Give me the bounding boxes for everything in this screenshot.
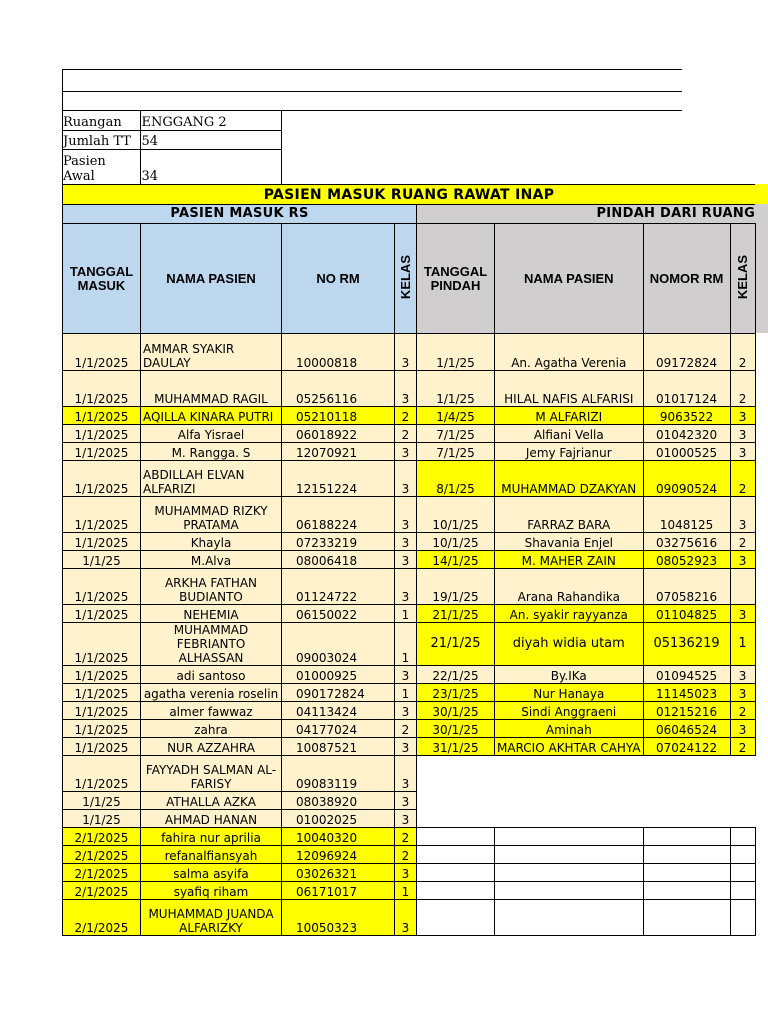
cell-nama-pasien: MUHAMMAD RIZKY PRATAMA	[141, 497, 282, 533]
cell-nomor-rm: 01094525	[643, 666, 730, 684]
cell-tanggal-masuk: 1/1/2025	[63, 334, 141, 371]
cell-nomor-rm: 09090524	[643, 461, 730, 497]
table-row	[63, 551, 756, 569]
cell-nama-pasien: MUHAMMAD RAGIL	[141, 371, 282, 407]
patient-admission-table	[62, 184, 756, 936]
cell-kelas-pindah: 3	[730, 497, 755, 533]
cell-no-rm: 01124722	[282, 569, 395, 605]
cell-nama-pasien: Alfa Yisrael	[141, 425, 282, 443]
cell-no-rm: 10040320	[282, 828, 395, 846]
cell-kelas-pindah: 2	[730, 334, 755, 371]
cell-tanggal-masuk: 1/1/25	[63, 792, 141, 810]
empty-cell	[643, 828, 730, 846]
table-row	[63, 407, 756, 425]
empty-cell	[495, 828, 644, 846]
cell-kelas: 3	[395, 497, 417, 533]
cell-nomor-rm: 05136219	[643, 623, 730, 666]
header-kelas: KELAS	[397, 254, 413, 300]
cell-nomor-rm: 01000525	[643, 443, 730, 461]
table-row	[63, 533, 756, 551]
cell-nama-pasien-pindah: MARCIO AKHTAR CAHYA	[495, 738, 644, 756]
cell-nomor-rm: 07058216	[643, 569, 730, 605]
cell-nama-pasien: FAYYADH SALMAN AL-FARISY	[141, 756, 282, 792]
cell-kelas-pindah: 3	[730, 443, 755, 461]
cell-tanggal-pindah: 22/1/25	[417, 666, 495, 684]
cell-tanggal-masuk: 2/1/2025	[63, 828, 141, 846]
cell-no-rm: 01002025	[282, 810, 395, 828]
cell-nama-pasien: AMMAR SYAKIR DAULAY	[141, 334, 282, 371]
table-title: PASIEN MASUK RUANG RAWAT INAP	[63, 185, 756, 205]
cell-tanggal-masuk: 1/1/2025	[63, 497, 141, 533]
cell-nama-pasien: M.Alva	[141, 551, 282, 569]
cell-no-rm: 12151224	[282, 461, 395, 497]
cell-no-rm: 07233219	[282, 533, 395, 551]
cell-nomor-rm: 07024122	[643, 738, 730, 756]
table-row	[63, 756, 756, 792]
table-row	[63, 720, 756, 738]
cell-tanggal-pindah: 1/1/25	[417, 371, 495, 407]
cell-kelas: 1	[395, 623, 417, 666]
cell-tanggal-pindah: 10/1/25	[417, 533, 495, 551]
cell-tanggal-pindah: 14/1/25	[417, 551, 495, 569]
cell-tanggal-masuk: 2/1/2025	[63, 864, 141, 882]
cell-tanggal-masuk: 1/1/2025	[63, 623, 141, 666]
cell-no-rm: 08006418	[282, 551, 395, 569]
table-row	[63, 882, 756, 900]
cell-nama-pasien-pindah: Sindi Anggraeni	[495, 702, 644, 720]
cell-tanggal-masuk: 1/1/2025	[63, 443, 141, 461]
cell-kelas-pindah: 3	[730, 666, 755, 684]
cell-kelas: 3	[395, 443, 417, 461]
empty-cell	[643, 900, 730, 936]
empty-cell	[643, 864, 730, 882]
section-pindah-dari-ruang: PINDAH DARI RUANG	[417, 205, 756, 224]
cell-nama-pasien: ARKHA FATHAN BUDIANTO	[141, 569, 282, 605]
table-row	[63, 900, 756, 936]
cell-nama-pasien: salma asyifa	[141, 864, 282, 882]
empty-cell	[417, 900, 495, 936]
cell-tanggal-masuk: 1/1/2025	[63, 425, 141, 443]
cell-nama-pasien-pindah: Alfiani Vella	[495, 425, 644, 443]
cell-kelas: 3	[395, 810, 417, 828]
table-row	[63, 569, 756, 605]
cell-no-rm: 04177024	[282, 720, 395, 738]
cell-no-rm: 090172824	[282, 684, 395, 702]
room-info-table	[62, 111, 282, 184]
cell-nomor-rm: 09172824	[643, 334, 730, 371]
cell-nama-pasien: refanalfiansyah	[141, 846, 282, 864]
cell-nama-pasien: agatha verenia roselin	[141, 684, 282, 702]
cell-kelas-pindah	[730, 569, 755, 605]
cell-nama-pasien-pindah: Aminah	[495, 720, 644, 738]
cell-nomor-rm: 06046524	[643, 720, 730, 738]
cell-nama-pasien-pindah: Arana Rahandika	[495, 569, 644, 605]
cell-nama-pasien-pindah: An. syakir rayyanza	[495, 605, 644, 623]
empty-cell	[495, 900, 644, 936]
cell-kelas: 2	[395, 846, 417, 864]
empty-cell	[495, 882, 644, 900]
cell-no-rm: 05256116	[282, 371, 395, 407]
cell-tanggal-masuk: 1/1/2025	[63, 702, 141, 720]
cell-kelas: 3	[395, 371, 417, 407]
cell-nomor-rm: 9063522	[643, 407, 730, 425]
cell-kelas: 3	[395, 461, 417, 497]
table-row	[63, 702, 756, 720]
empty-cell	[417, 846, 495, 864]
cell-kelas: 3	[395, 792, 417, 810]
cell-nama-pasien-pindah: An. Agatha Verenia	[495, 334, 644, 371]
cell-tanggal-pindah: 30/1/25	[417, 720, 495, 738]
table-row	[63, 684, 756, 702]
empty-area	[417, 810, 756, 828]
cell-kelas-pindah: 2	[730, 533, 755, 551]
cell-nama-pasien: MUHAMMAD FEBRIANTO ALHASSAN	[141, 623, 282, 666]
cell-nomor-rm: 01104825	[643, 605, 730, 623]
cell-kelas: 1	[395, 605, 417, 623]
cell-tanggal-masuk: 1/1/2025	[63, 371, 141, 407]
cell-kelas-pindah: 2	[730, 738, 755, 756]
pasien-awal-label: Pasien Awal	[62, 149, 140, 184]
cell-kelas: 1	[395, 882, 417, 900]
cell-kelas: 2	[395, 407, 417, 425]
cell-tanggal-masuk: 1/1/2025	[63, 756, 141, 792]
cell-kelas-pindah: 3	[730, 720, 755, 738]
empty-cell	[730, 828, 755, 846]
cell-kelas-pindah: 3	[730, 551, 755, 569]
empty-cell	[417, 864, 495, 882]
cell-kelas: 2	[395, 425, 417, 443]
cell-tanggal-masuk: 1/1/2025	[63, 720, 141, 738]
header-nomor-rm: NOMOR RM	[643, 224, 730, 334]
cell-nama-pasien-pindah: MUHAMMAD DZAKYAN	[495, 461, 644, 497]
cell-tanggal-pindah: 23/1/25	[417, 684, 495, 702]
cell-tanggal-masuk: 1/1/2025	[63, 533, 141, 551]
cell-nomor-rm: 08052923	[643, 551, 730, 569]
cell-tanggal-masuk: 1/1/2025	[63, 738, 141, 756]
cell-nama-pasien: almer fawwaz	[141, 702, 282, 720]
cell-nama-pasien: ATHALLA AZKA	[141, 792, 282, 810]
cell-tanggal-masuk: 1/1/2025	[63, 666, 141, 684]
empty-cell	[495, 864, 644, 882]
cell-kelas-pindah: 3	[730, 425, 755, 443]
cell-no-rm: 10050323	[282, 900, 395, 936]
cell-kelas: 3	[395, 900, 417, 936]
cell-tanggal-masuk: 1/1/2025	[63, 605, 141, 623]
table-body	[63, 334, 756, 936]
cell-tanggal-pindah: 1/4/25	[417, 407, 495, 425]
cell-tanggal-masuk: 2/1/2025	[63, 882, 141, 900]
cell-nama-pasien-pindah: Nur Hanaya	[495, 684, 644, 702]
empty-cell	[730, 882, 755, 900]
header-kelas-pindah: KELAS	[734, 254, 750, 300]
cell-kelas: 3	[395, 551, 417, 569]
cell-no-rm: 01000925	[282, 666, 395, 684]
ruangan-value: ENGGANG 2	[140, 111, 281, 130]
table-row	[63, 810, 756, 828]
table-row	[63, 846, 756, 864]
cell-no-rm: 05210118	[282, 407, 395, 425]
cell-nomor-rm: 11145023	[643, 684, 730, 702]
cell-kelas: 3	[395, 738, 417, 756]
table-row	[63, 461, 756, 497]
empty-cell	[730, 900, 755, 936]
cell-no-rm: 06171017	[282, 882, 395, 900]
cell-tanggal-masuk: 1/1/2025	[63, 461, 141, 497]
empty-area	[417, 792, 756, 810]
table-row	[63, 371, 756, 407]
cell-tanggal-pindah: 7/1/25	[417, 425, 495, 443]
table-row	[63, 864, 756, 882]
empty-cell	[495, 846, 644, 864]
cell-no-rm: 03026321	[282, 864, 395, 882]
cell-nama-pasien: AQILLA KINARA PUTRI	[141, 407, 282, 425]
cell-nama-pasien-pindah: Shavania Enjel	[495, 533, 644, 551]
table-row	[63, 792, 756, 810]
table-row	[63, 738, 756, 756]
cell-nama-pasien: adi santoso	[141, 666, 282, 684]
section-pasien-masuk-rs: PASIEN MASUK RS	[63, 205, 417, 224]
cell-nomor-rm: 01215216	[643, 702, 730, 720]
cell-kelas: 3	[395, 702, 417, 720]
empty-cell	[730, 864, 755, 882]
cell-no-rm: 09003024	[282, 623, 395, 666]
cell-kelas: 3	[395, 666, 417, 684]
cell-kelas: 2	[395, 828, 417, 846]
table-row	[63, 497, 756, 533]
cell-no-rm: 10087521	[282, 738, 395, 756]
cell-kelas: 3	[395, 569, 417, 605]
cell-nama-pasien: NEHEMIA	[141, 605, 282, 623]
table-row	[63, 443, 756, 461]
cell-kelas-pindah: 3	[730, 684, 755, 702]
empty-cell	[417, 882, 495, 900]
empty-cell	[417, 828, 495, 846]
cell-tanggal-pindah: 31/1/25	[417, 738, 495, 756]
cell-no-rm: 10000818	[282, 334, 395, 371]
cell-tanggal-pindah: 21/1/25	[417, 623, 495, 666]
cell-nama-pasien-pindah: M. MAHER ZAIN	[495, 551, 644, 569]
cell-no-rm: 12070921	[282, 443, 395, 461]
table-row	[63, 334, 756, 371]
cell-tanggal-masuk: 1/1/25	[63, 810, 141, 828]
jumlah-tt-label: Jumlah TT	[62, 130, 140, 149]
cell-nama-pasien: M. Rangga. S	[141, 443, 282, 461]
sheet-line-1	[62, 69, 682, 70]
cell-kelas-pindah: 3	[730, 605, 755, 623]
cell-no-rm: 04113424	[282, 702, 395, 720]
cell-nama-pasien-pindah: M ALFARIZI	[495, 407, 644, 425]
cell-kelas-pindah: 2	[730, 702, 755, 720]
cell-kelas: 1	[395, 684, 417, 702]
cell-no-rm: 06150022	[282, 605, 395, 623]
cell-nama-pasien: AHMAD HANAN	[141, 810, 282, 828]
header-nama-pasien: NAMA PASIEN	[141, 224, 282, 334]
cell-tanggal-pindah: 10/1/25	[417, 497, 495, 533]
cell-nama-pasien: NUR AZZAHRA	[141, 738, 282, 756]
table-row	[63, 425, 756, 443]
cell-nama-pasien-pindah: diyah widia utam	[495, 623, 644, 666]
cell-nama-pasien: Khayla	[141, 533, 282, 551]
cell-nama-pasien-pindah: FARRAZ BARA	[495, 497, 644, 533]
cell-kelas-pindah: 1	[730, 623, 755, 666]
cell-nomor-rm: 03275616	[643, 533, 730, 551]
cell-tanggal-pindah: 19/1/25	[417, 569, 495, 605]
cell-nama-pasien: MUHAMMAD JUANDA ALFARIZKY	[141, 900, 282, 936]
cell-kelas: 3	[395, 864, 417, 882]
header-no-rm: NO RM	[282, 224, 395, 334]
cell-kelas: 3	[395, 756, 417, 792]
cell-tanggal-pindah: 30/1/25	[417, 702, 495, 720]
jumlah-tt-value: 54	[140, 130, 281, 149]
empty-cell	[643, 846, 730, 864]
cell-tanggal-pindah: 7/1/25	[417, 443, 495, 461]
header-tanggal-pindah: TANGGAL PINDAH	[417, 224, 495, 334]
cell-tanggal-pindah: 1/1/25	[417, 334, 495, 371]
cell-tanggal-masuk: 1/1/2025	[63, 684, 141, 702]
cell-tanggal-masuk: 1/1/25	[63, 551, 141, 569]
cell-nomor-rm: 01017124	[643, 371, 730, 407]
cell-tanggal-pindah: 8/1/25	[417, 461, 495, 497]
cell-tanggal-masuk: 1/1/2025	[63, 569, 141, 605]
pasien-awal-value: 34	[140, 149, 281, 184]
sheet-line-2	[62, 91, 682, 92]
table-row	[63, 605, 756, 623]
cell-no-rm: 09083119	[282, 756, 395, 792]
cell-tanggal-masuk: 2/1/2025	[63, 846, 141, 864]
cell-tanggal-masuk: 2/1/2025	[63, 900, 141, 936]
cell-no-rm: 08038920	[282, 792, 395, 810]
cell-tanggal-masuk: 1/1/2025	[63, 407, 141, 425]
cell-kelas-pindah: 2	[730, 371, 755, 407]
cell-nama-pasien-pindah: Jemy Fajrianur	[495, 443, 644, 461]
cell-kelas-pindah: 2	[730, 461, 755, 497]
cell-tanggal-pindah: 21/1/25	[417, 605, 495, 623]
table-row	[63, 623, 756, 666]
cell-no-rm: 06018922	[282, 425, 395, 443]
header-nama-pasien-pindah: NAMA PASIEN	[495, 224, 644, 334]
cell-nomor-rm: 01042320	[643, 425, 730, 443]
table-row	[63, 828, 756, 846]
cell-nomor-rm: 1048125	[643, 497, 730, 533]
cell-nama-pasien: zahra	[141, 720, 282, 738]
ruangan-label: Ruangan	[62, 111, 140, 130]
cell-nama-pasien-pindah: By.IKa	[495, 666, 644, 684]
cell-nama-pasien-pindah: HILAL NAFIS ALFARISI	[495, 371, 644, 407]
cell-nama-pasien: fahira nur aprilia	[141, 828, 282, 846]
cell-nama-pasien: syafiq riham	[141, 882, 282, 900]
table-row	[63, 666, 756, 684]
empty-cell	[730, 846, 755, 864]
cell-kelas-pindah: 3	[730, 407, 755, 425]
cell-kelas: 3	[395, 533, 417, 551]
cell-nama-pasien: ABDILLAH ELVAN ALFARIZI	[141, 461, 282, 497]
cell-kelas: 3	[395, 334, 417, 371]
empty-cell	[643, 882, 730, 900]
cell-no-rm: 06188224	[282, 497, 395, 533]
empty-area	[417, 756, 756, 792]
cell-no-rm: 12096924	[282, 846, 395, 864]
cell-kelas: 2	[395, 720, 417, 738]
header-tanggal-masuk: TANGGAL MASUK	[63, 224, 141, 334]
